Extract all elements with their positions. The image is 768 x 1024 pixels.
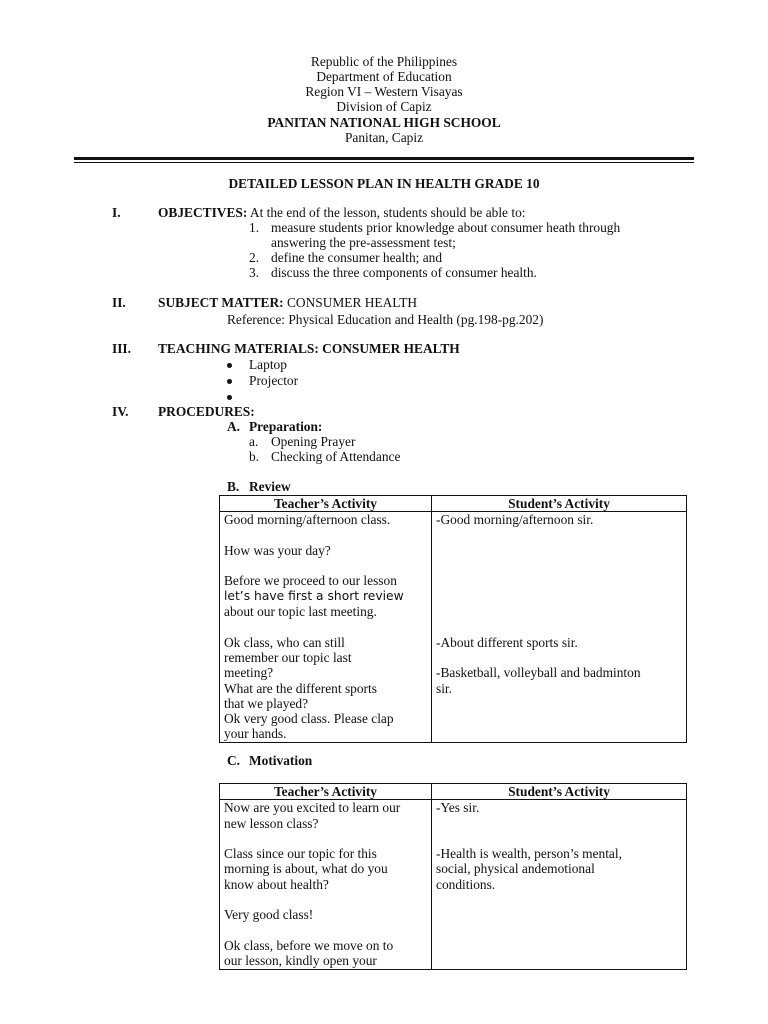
objective-2-num: 2.	[249, 250, 260, 265]
procedures-numeral: IV.	[112, 404, 129, 419]
review-teacher-cell	[220, 512, 432, 742]
spacer	[436, 604, 682, 619]
review-teacher-line: What are the different sports	[224, 680, 377, 696]
spacer	[224, 558, 427, 573]
header-location: Panitan, Capiz	[344, 130, 424, 145]
motivation-teacher-line: Ok class, before we move on to	[224, 937, 394, 953]
header-republic: Republic of the Philippines	[310, 54, 458, 69]
review-teacher-line: Before we proceed to our lesson	[224, 573, 397, 589]
motivation-teacher-line: new lesson class?	[224, 815, 319, 831]
header-rule-thick	[74, 157, 694, 160]
objectives-intro: At the end of the lesson, students should be able to:	[249, 205, 526, 220]
header-region: Region VI – Western Visayas	[305, 84, 463, 99]
motivation-student-line: conditions.	[436, 876, 496, 892]
motivation-student-line: social, physical andemotional	[436, 861, 595, 877]
document-title: DETAILED LESSON PLAN IN HEALTH GRADE 10	[228, 176, 540, 191]
spacer	[436, 650, 682, 665]
review-teacher-line: about our topic last meeting.	[224, 604, 377, 620]
motivation-table	[219, 783, 687, 970]
objectives-line	[158, 205, 526, 221]
preparation-label: A.	[227, 419, 241, 434]
bullet-icon	[227, 395, 232, 400]
review-label: B.	[227, 479, 240, 494]
motivation-teacher-line: Very good class!	[224, 907, 314, 923]
table-header-row	[220, 496, 687, 512]
subject-value: CONSUMER HEALTH	[286, 295, 418, 310]
motivation-student-line: -Health is wealth, person’s mental,	[436, 846, 622, 862]
spacer	[436, 589, 682, 604]
review-teacher-line: your hands.	[224, 726, 287, 742]
subject-reference: Reference: Physical Education and Health (pg.198-pg.202)	[227, 312, 544, 327]
objectives-numeral: I.	[112, 205, 121, 220]
motivation-heading: Motivation	[249, 753, 313, 768]
motivation-teacher-line: know about health?	[224, 876, 329, 892]
review-teacher-line: Ok very good class. Please clap	[224, 711, 394, 727]
spacer	[224, 831, 427, 846]
objective-1-num: 1.	[249, 220, 260, 235]
review-teacher-line: Good morning/afternoon class.	[224, 512, 391, 528]
review-teacher-line: meeting?	[224, 665, 274, 681]
review-teacher-line: let’s have first a short review	[224, 588, 404, 603]
motivation-teacher-line: our lesson, kindly open your	[224, 953, 377, 969]
objective-3-text: discuss the three components of consumer health.	[271, 265, 537, 280]
spacer	[224, 619, 427, 634]
review-student-line: -Basketball, volleyball and badminton	[436, 665, 641, 681]
header-department: Department of Education	[316, 69, 452, 84]
header-division: Division of Capiz	[336, 99, 432, 114]
material-item-laptop: Laptop	[249, 357, 287, 372]
motivation-teacher-cell	[220, 800, 432, 969]
objective-1-text-cont: answering the pre-assessment test;	[271, 235, 456, 250]
motivation-teacher-line: Class since our topic for this	[224, 846, 377, 862]
review-teacher-line: remember our topic last	[224, 649, 352, 665]
review-table	[219, 495, 687, 743]
spacer	[436, 543, 682, 558]
header-school: PANITAN NATIONAL HIGH SCHOOL	[267, 115, 501, 130]
review-heading: Review	[249, 479, 291, 494]
subject-heading: SUBJECT MATTER:	[158, 295, 284, 310]
table-row	[220, 800, 687, 969]
review-teacher-line: Ok class, who can still	[224, 634, 345, 650]
bullet-icon	[227, 363, 232, 368]
review-teacher-line: that we played?	[224, 695, 309, 711]
material-item-projector: Projector	[249, 373, 299, 388]
motivation-col-teacher: Teacher’s Activity	[220, 784, 432, 800]
objectives-heading: OBJECTIVES:	[158, 205, 248, 220]
spacer	[436, 558, 682, 573]
motivation-teacher-line: morning is about, what do you	[224, 861, 388, 877]
review-student-line: -About different sports sir.	[436, 634, 578, 650]
procedures-heading: PROCEDURES:	[158, 404, 255, 419]
spacer	[436, 619, 682, 634]
table-header-row	[220, 784, 687, 800]
preparation-item-b: Checking of Attendance	[271, 449, 401, 464]
header-rule-thin	[74, 162, 694, 163]
preparation-heading: Preparation:	[249, 419, 323, 434]
motivation-col-student: Student’s Activity	[432, 784, 687, 800]
preparation-item-a-letter: a.	[249, 434, 259, 449]
objective-3-num: 3.	[249, 265, 260, 280]
preparation-item-a: Opening Prayer	[271, 434, 356, 449]
motivation-label: C.	[227, 753, 241, 768]
spacer	[224, 892, 427, 907]
spacer	[224, 923, 427, 938]
review-teacher-line: How was your day?	[224, 542, 331, 558]
spacer	[436, 831, 682, 846]
objective-1-text: measure students prior knowledge about consumer heath through	[271, 220, 621, 235]
table-row	[220, 512, 687, 742]
spacer	[436, 816, 682, 831]
spacer	[436, 573, 682, 588]
subject-numeral: II.	[112, 295, 126, 310]
review-student-line: sir.	[436, 680, 452, 696]
motivation-teacher-line: Now are you excited to learn our	[224, 800, 401, 816]
materials-numeral: III.	[112, 341, 131, 356]
review-col-student: Student’s Activity	[432, 496, 687, 512]
motivation-student-line: -Yes sir.	[436, 800, 480, 816]
preparation-item-b-letter: b.	[249, 449, 260, 464]
spacer	[224, 528, 427, 543]
review-student-line: -Good morning/afternoon sir.	[436, 512, 594, 528]
review-student-cell	[432, 512, 687, 742]
objective-2-text: define the consumer health; and	[271, 250, 443, 265]
motivation-student-cell	[432, 800, 687, 969]
spacer	[436, 528, 682, 543]
bullet-icon	[227, 379, 232, 384]
review-col-teacher: Teacher’s Activity	[220, 496, 432, 512]
subject-line	[158, 295, 417, 311]
materials-heading: TEACHING MATERIALS: CONSUMER HEALTH	[158, 341, 460, 356]
